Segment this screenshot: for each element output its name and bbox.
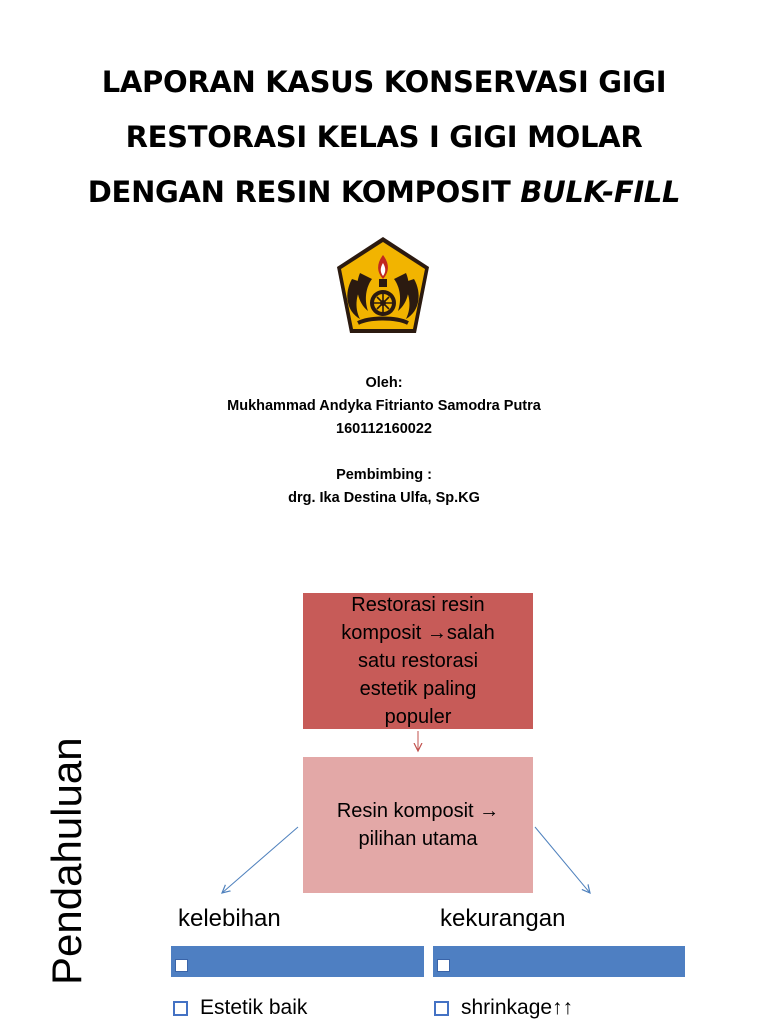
advantages-bar: [171, 946, 424, 977]
box-main-choice: Resin komposit → pilihan utama: [303, 757, 533, 893]
section-title-vertical: Pendahuluan: [43, 737, 90, 985]
author-name: Mukhammad Andyka Fitrianto Samodra Putra: [227, 398, 541, 414]
title-line-2: RESTORASI KELAS I GIGI MOLAR: [125, 120, 643, 154]
title-line-1: LAPORAN KASUS KONSERVASI GIGI: [101, 65, 667, 99]
supervisor-name: drg. Ika Destina Ulfa, Sp.KG: [288, 490, 480, 506]
advantage-item: Estetik baik: [173, 996, 307, 1020]
bullet-square-icon: [173, 1001, 188, 1016]
by-label: Oleh:: [365, 375, 403, 391]
student-id: 160112160022: [336, 421, 432, 437]
heading-disadvantages: kekurangan: [440, 905, 566, 932]
bullet-square-icon: [434, 1001, 449, 1016]
disadvantage-item: shrinkage↑↑: [434, 996, 573, 1020]
checkbox-icon: [437, 959, 450, 972]
box-restoration-popular: Restorasi resin komposit →salah satu restorasi estetik paling populer: [303, 593, 533, 729]
title-line-3: DENGAN RESIN KOMPOSIT BULK-FILL: [87, 175, 681, 209]
title-italic-term: BULK-FILL: [520, 175, 681, 209]
checkbox-icon: [175, 959, 188, 972]
disadvantages-bar: [433, 946, 685, 977]
arrow-right-icon: [535, 827, 590, 893]
supervisor-label: Pembimbing :: [336, 467, 432, 483]
heading-advantages: kelebihan: [178, 905, 281, 932]
arrow-left-icon: [222, 827, 298, 893]
